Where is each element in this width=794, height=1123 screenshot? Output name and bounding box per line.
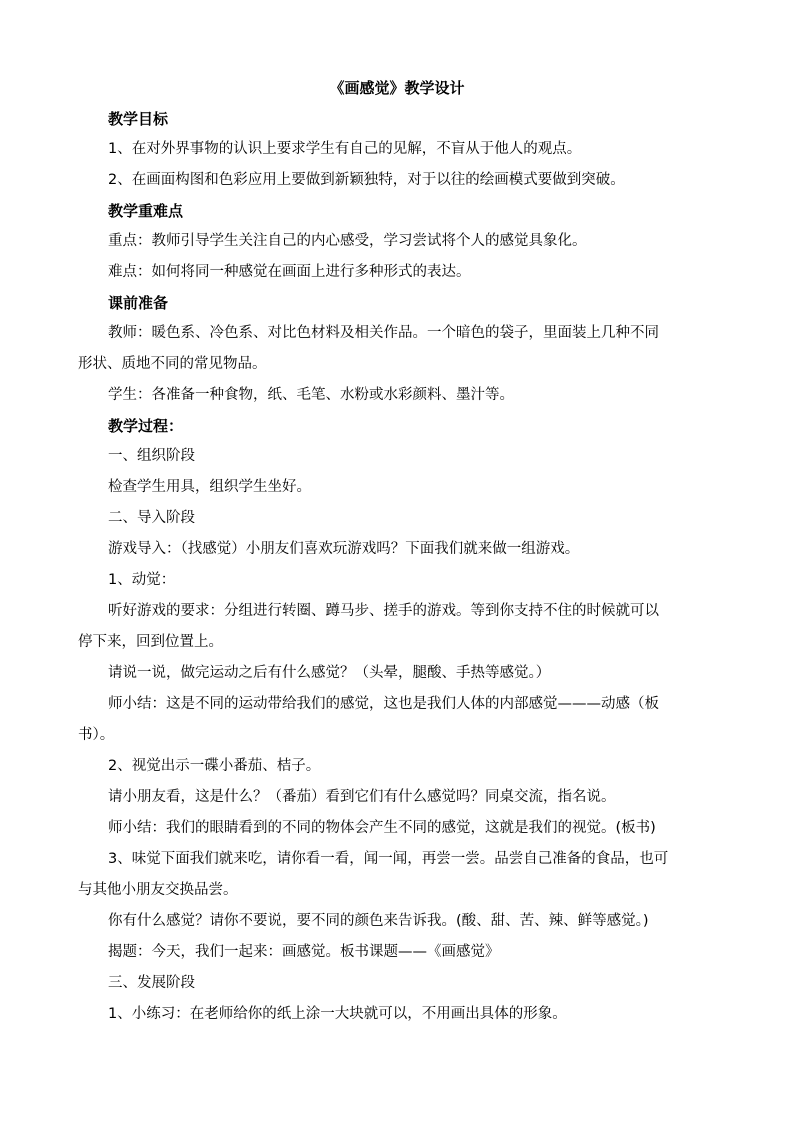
item-1-text-line-2: 停下来，回到位置上。: [78, 634, 223, 650]
document-title: 《画感觉》教学设计: [329, 79, 465, 97]
heading-key-points: 教学重难点: [108, 202, 184, 220]
prep-student: 学生：各准备一种食物，纸、毛笔、水粉或水彩颜料、墨汁等。: [108, 387, 514, 403]
prep-teacher-line-1: 教师：暖色系、冷色系、对比色材料及相关作品。一个暗色的袋子，里面装上几种不同: [108, 325, 659, 341]
item-1-heading: 1、动觉：: [108, 572, 176, 588]
stage-2-heading: 二、导入阶段: [108, 510, 195, 526]
goal-2: 2、在画面构图和色彩应用上要做到新颖独特，对于以往的绘画模式要做到突破。: [108, 172, 625, 188]
item-3-question: 你有什么感觉？请你不要说，要不同的颜色来告诉我。(酸、甜、苦、辣、鲜等感觉。): [108, 913, 649, 929]
item-3-text-line-1: 3、味觉下面我们就来吃，请你看一看，闻一闻，再尝一尝。品尝自己准备的食品，也可: [108, 851, 669, 867]
item-2-heading: 2、视觉出示一碟小番茄、桔子。: [108, 758, 321, 774]
item-1-summary-line-2: 书）。: [78, 727, 115, 743]
stage-3-heading: 三、发展阶段: [108, 975, 195, 991]
item-3-text-line-2: 与其他小朋友交换品尝。: [78, 882, 238, 898]
practice-1: 1、小练习：在老师给你的纸上涂一大块就可以，不用画出具体的形象。: [108, 1006, 567, 1022]
item-2-summary: 师小结：我们的眼睛看到的不同的物体会产生不同的感觉，这就是我们的视觉。(板书): [108, 820, 656, 836]
item-1-question: 请说一说，做完运动之后有什么感觉？（头晕，腿酸、手热等感觉。）: [108, 665, 551, 681]
game-intro: 游戏导入：（找感觉）小朋友们喜欢玩游戏吗？下面我们就来做一组游戏。: [108, 541, 580, 557]
stage-1-text: 检查学生用具，组织学生坐好。: [108, 479, 311, 495]
key-point: 重点：教师引导学生关注自己的内心感受，学习尝试将个人的感觉具象化。: [108, 233, 587, 249]
stage-1-heading: 一、组织阶段: [108, 448, 195, 464]
heading-teaching-process: 教学过程：: [108, 417, 184, 435]
heading-teaching-goals: 教学目标: [108, 110, 169, 128]
prep-teacher-line-2: 形状、质地不同的常见物品。: [78, 356, 267, 372]
topic-reveal: 揭题：今天，我们一起来：画感觉。板书课题——《画感觉》: [108, 944, 500, 960]
item-1-summary-line-1: 师小结：这是不同的运动带给我们的感觉，这也是我们人体的内部感觉———动感（板: [108, 696, 659, 712]
item-1-text-line-1: 听好游戏的要求：分组进行转圈、蹲马步、搓手的游戏。等到你支持不住的时候就可以: [108, 603, 659, 619]
item-2-question: 请小朋友看，这是什么？（番茄）看到它们有什么感觉吗？同桌交流，指名说。: [108, 789, 616, 805]
heading-preparation: 课前准备: [108, 294, 169, 312]
difficult-point: 难点：如何将同一种感觉在画面上进行多种形式的表达。: [108, 264, 471, 280]
goal-1: 1、在对外界事物的认识上要求学生有自己的见解，不盲从于他人的观点。: [108, 141, 582, 157]
